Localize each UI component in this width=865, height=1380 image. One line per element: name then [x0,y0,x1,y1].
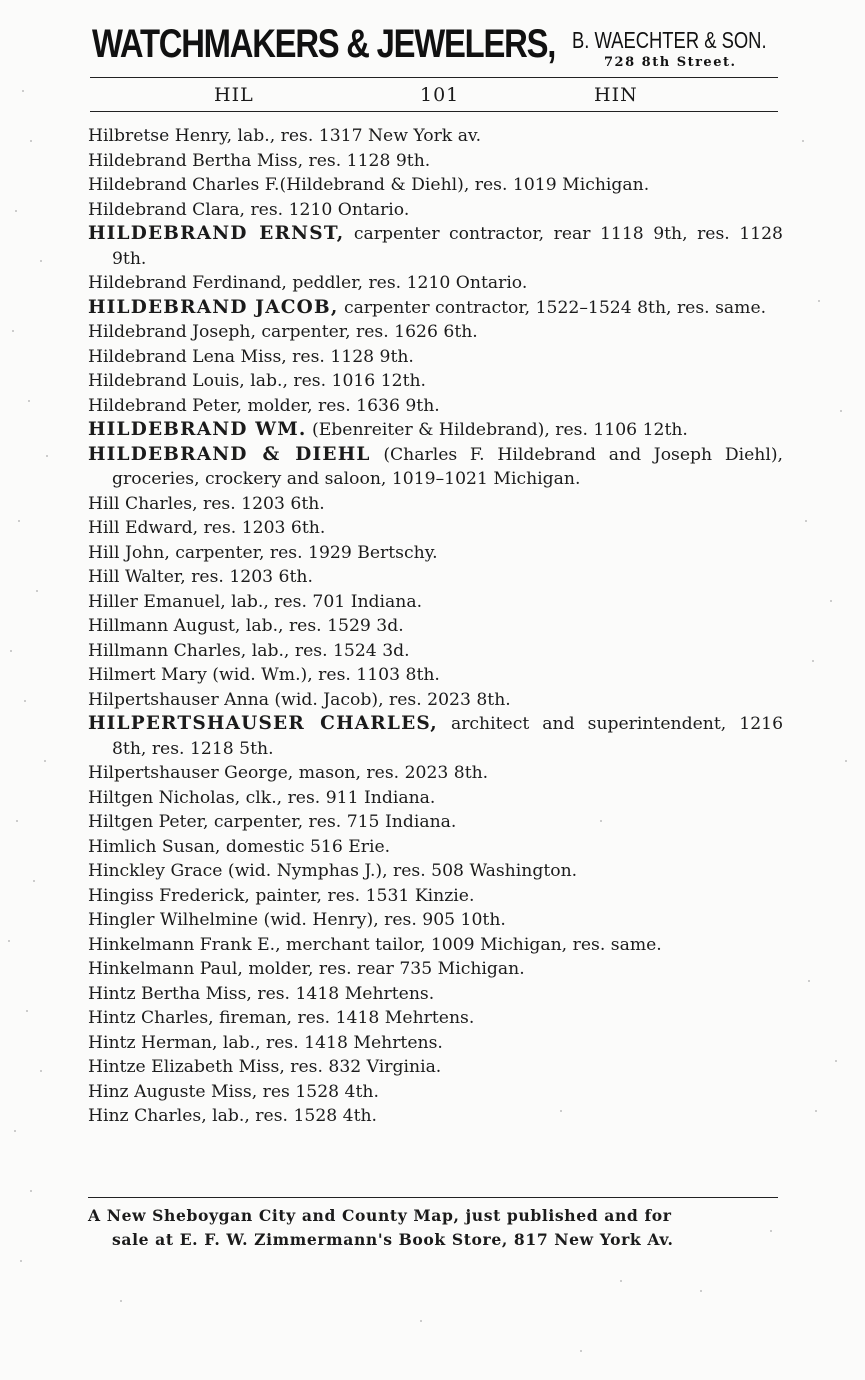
print-speck [808,980,810,982]
directory-entry [88,712,783,761]
print-speck [818,300,820,302]
print-speck [33,880,35,882]
print-speck [20,1260,22,1262]
print-speck [16,820,18,822]
entry-text: Hill Charles, res. 1203 6th. [88,493,325,514]
header-rule-bottom [90,111,778,112]
entry-text: Hiller Emanuel, lab., res. 701 Indiana. [88,591,423,612]
directory-entry [88,271,783,296]
print-speck [44,760,46,762]
print-speck [802,140,804,142]
print-speck [46,455,48,457]
directory-entry [88,198,783,223]
directory-entry [88,492,783,517]
directory-entry [88,394,783,419]
print-speck [22,90,24,92]
print-speck [805,520,807,522]
entry-text: Hillmann Charles, lab., res. 1524 3d. [88,640,410,661]
directory-entry [88,933,783,958]
running-head-right: HIN [594,84,638,106]
ad-address: 728 8th Street. [604,55,737,70]
directory-entry [88,443,783,492]
entry-text: Hintz Bertha Miss, res. 1418 Mehrtens. [88,983,435,1004]
entry-bold-name: HILDEBRAND & DIEHL [88,443,371,465]
print-speck [840,410,842,412]
directory-entry [88,124,783,149]
entry-bold-name: HILPERTSHAUSER CHARLES, [88,713,438,734]
advertisement-header [92,20,782,78]
directory-entry [88,590,783,615]
print-speck [15,210,17,212]
print-speck [14,1130,16,1132]
entry-text: carpenter contractor, rear 1118 9th, res. 1128 9th. [112,224,783,269]
print-speck [40,1070,42,1072]
print-speck [12,330,14,332]
entry-text: Hintze Elizabeth Miss, res. 832 Virginia. [88,1057,442,1077]
directory-entry [88,786,783,811]
entry-text: Hildebrand Clara, res. 1210 Ontario. [88,199,410,220]
print-speck [812,660,814,662]
entry-text: Hildebrand Lena Miss, res. 1128 9th. [88,346,414,367]
directory-entry [88,418,783,443]
directory-entry [88,982,783,1007]
footer-notice [88,1204,778,1252]
print-speck [700,1290,702,1292]
page-number: 101 [420,84,460,106]
entry-text: Hintz Charles, fireman, res. 1418 Mehrtens. [88,1008,475,1028]
directory-entry [88,149,783,174]
print-speck [845,760,847,762]
running-head [180,84,680,110]
directory-entry [88,859,783,884]
entry-text: Hilmert Mary (wid. Wm.), res. 1103 8th. [88,665,440,685]
directory-entry [88,957,783,982]
print-speck [835,1060,837,1062]
entry-text: carpenter contractor, 1522–1524 8th, res. same. [343,297,767,318]
print-speck [30,140,32,142]
print-speck [36,590,38,592]
print-speck [10,650,12,652]
entry-text: Hinz Charles, lab., res. 1528 4th. [88,1106,378,1126]
directory-entry [88,369,783,394]
directory-entry [88,908,783,933]
directory-entry [88,173,783,198]
directory-entry [88,516,783,541]
entry-text: architect and superintendent, 1216 8th, res. 1218 5th. [112,714,783,759]
entry-text: Hillmann August, lab., res. 1529 3d. [88,616,404,636]
running-head-left: HIL [214,84,254,106]
entry-text: Hildebrand Ferdinand, peddler, res. 1210 Ontario. [88,273,528,293]
entry-text: Hill Edward, res. 1203 6th. [88,518,326,538]
print-speck [830,600,832,602]
print-speck [620,1280,622,1282]
ad-title: WATCHMAKERS & JEWELERS, [92,22,556,66]
entry-text: Hildebrand Joseph, carpenter, res. 1626 6th. [88,322,478,342]
entry-text: Hiltgen Nicholas, clk., res. 911 Indiana. [88,787,436,808]
entry-text: Hildebrand Louis, lab., res. 1016 12th. [88,371,427,391]
print-speck [24,700,26,702]
entry-text: Himlich Susan, domestic 516 Erie. [88,836,391,857]
directory-entry [88,1104,783,1129]
entry-bold-name: HILDEBRAND WM. [88,419,307,440]
entry-text: Hill John, carpenter, res. 1929 Bertschy. [88,542,438,563]
directory-entry [88,614,783,639]
directory-entries [88,124,783,1129]
directory-entry [88,1031,783,1056]
entry-text: Hilbretse Henry, lab., res. 1317 New York av. [88,126,482,146]
print-speck [815,1110,817,1112]
print-speck [40,260,42,262]
entry-text: Hinkelmann Frank E., merchant tailor, 1009 Michigan, res. same. [88,934,662,955]
directory-entry [88,541,783,566]
entry-text: Hinz Auguste Miss, res 1528 4th. [88,1081,379,1102]
print-speck [420,1320,422,1322]
entry-text: (Ebenreiter & Hildebrand), res. 1106 12th. [312,420,688,440]
directory-entry [88,1080,783,1105]
print-speck [28,400,30,402]
directory-entry [88,639,783,664]
print-speck [30,1190,32,1192]
directory-entry [88,663,783,688]
entry-text: Hildebrand Peter, molder, res. 1636 9th. [88,395,440,416]
directory-entry [88,222,783,271]
directory-entry [88,884,783,909]
entry-text: Hilpertshauser George, mason, res. 2023 8th. [88,763,489,783]
footer-line-2: sale at E. F. W. Zimmermann's Book Store, 817 New York Av. [112,1230,674,1249]
entry-text: Hinkelmann Paul, molder, res. rear 735 Michigan. [88,959,525,979]
directory-entry [88,565,783,590]
directory-entry [88,320,783,345]
directory-entry [88,296,783,321]
directory-entry [88,688,783,713]
entry-bold-name: HILDEBRAND ERNST, [88,223,345,244]
entry-text: Hintz Herman, lab., res. 1418 Mehrtens. [88,1032,443,1053]
print-speck [580,1350,582,1352]
print-speck [26,1010,28,1012]
entry-text: (Charles F. Hildebrand and Joseph Diehl), groceries, crockery and saloon, 1019–1021 Michigan. [112,444,784,489]
entry-text: Hildebrand Bertha Miss, res. 1128 9th. [88,150,431,171]
directory-entry [88,1006,783,1031]
ad-business-name: B. WAECHTER & SON. [572,27,767,53]
entry-text: Hinckley Grace (wid. Nymphas J.), res. 508 Washington. [88,861,578,881]
print-speck [18,520,20,522]
print-speck [8,940,10,942]
entry-text: Hingler Wilhelmine (wid. Henry), res. 905 10th. [88,910,506,930]
entry-bold-name: HILDEBRAND JACOB, [88,296,339,318]
print-speck [120,1300,122,1302]
entry-text: Hiltgen Peter, carpenter, res. 715 Indiana. [88,812,457,832]
entry-text: Hingiss Frederick, painter, res. 1531 Kinzie. [88,885,475,906]
header-rule-top [90,77,778,78]
directory-entry [88,810,783,835]
entry-text: Hildebrand Charles F.(Hildebrand & Diehl), res. 1019 Michigan. [88,175,650,195]
directory-entry [88,761,783,786]
directory-entry [88,1055,783,1080]
footer-line-1: A New Sheboygan City and County Map, just published and for [88,1206,672,1225]
directory-entry [88,345,783,370]
entry-text: Hill Walter, res. 1203 6th. [88,567,313,587]
directory-entry [88,835,783,860]
entry-text: Hilpertshauser Anna (wid. Jacob), res. 2023 8th. [88,689,511,710]
footer-rule [88,1197,778,1198]
